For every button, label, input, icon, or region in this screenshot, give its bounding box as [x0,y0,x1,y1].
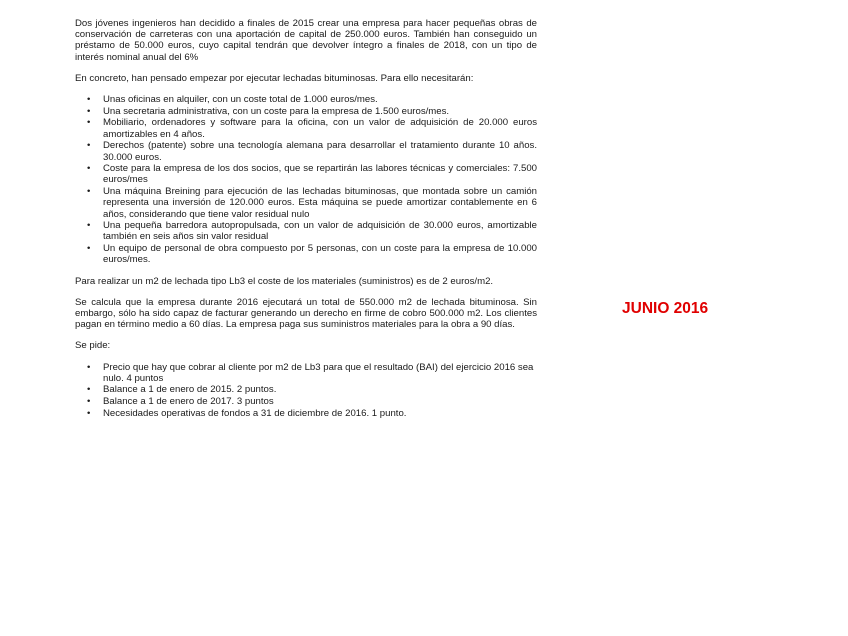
list-item: • Balance a 1 de enero de 2017. 3 puntos [103,396,537,407]
list-item: • Una máquina Breining para ejecución de las lechadas bituminosas, que montada sobre un camión representa una inversión de 120.000 euros. Esta máquina se puede amortizar contablemente en 6 años, considerando que tiene valor residual nulo [103,186,537,220]
list-item: • Mobiliario, ordenadores y software para la oficina, con un valor de adquisición de 20.000 euros amortizables en 4 años. [103,117,537,139]
list-item: • Precio que hay que cobrar al cliente por m2 de Lb3 para que el resultado (BAI) del ejercicio 2016 sea nulo. 4 puntos [103,362,537,384]
list-item: • Coste para la empresa de los dos socios, que se repartirán las labores técnicas y comerciales: 7.500 euros/mes [103,163,537,185]
tasks-list [75,362,537,420]
list-item: • Balance a 1 de enero de 2015. 2 puntos. [103,384,537,395]
ask-label: Se pide: [75,340,111,352]
materials-paragraph: Para realizar un m2 de lechada tipo Lb3 el coste de los materiales (suministros) es de 2 euros/m2. [75,275,494,287]
needs-list [75,94,537,266]
list-item: • Necesidades operativas de fondos a 31 de diciembre de 2016. 1 punto. [103,408,537,419]
forecast-paragraph: Se calcula que la empresa durante 2016 ejecutará un total de 550.000 m2 de lechada bituminosa. Sin embargo, sólo ha sido capaz de facturar generando un derecho en firme de cobro 500.000 m2. Los clientes pagan en término medio a 60 días. La empresa paga sus suministros materiales para la obra a 90 días. [75,296,537,331]
list-item: • Unas oficinas en alquiler, con un coste total de 1.000 euros/mes. [103,94,537,105]
exam-document [75,18,537,429]
exam-date-label: JUNIO 2016 [622,300,709,317]
list-item: • Una secretaria administrativa, con un coste para la empresa de 1.500 euros/mes. [103,106,537,117]
plan-paragraph: En concreto, han pensado empezar por ejecutar lechadas bituminosas. Para ello necesitarán: [75,72,474,84]
list-item: • Una pequeña barredora autopropulsada, con un valor de adquisición de 30.000 euros, amortizable también en seis años sin valor residual [103,220,537,242]
intro-paragraph: Dos jóvenes ingenieros han decidido a finales de 2015 crear una empresa para hacer pequeñas obras de conservación de carreteras con una aportación de capital de 250.000 euros. También han conseguido un préstamo de 50.000 euros, cuyo capital tendrán que devolver íntegro a finales de 2018, con un tipo de interés nominal anual del 6% [75,18,537,63]
list-item: • Un equipo de personal de obra compuesto por 5 personas, con un coste para la empresa de 10.000 euros/mes. [103,243,537,265]
list-item: • Derechos (patente) sobre una tecnología alemana para desarrollar el tratamiento durante 10 años. 30.000 euros. [103,140,537,162]
